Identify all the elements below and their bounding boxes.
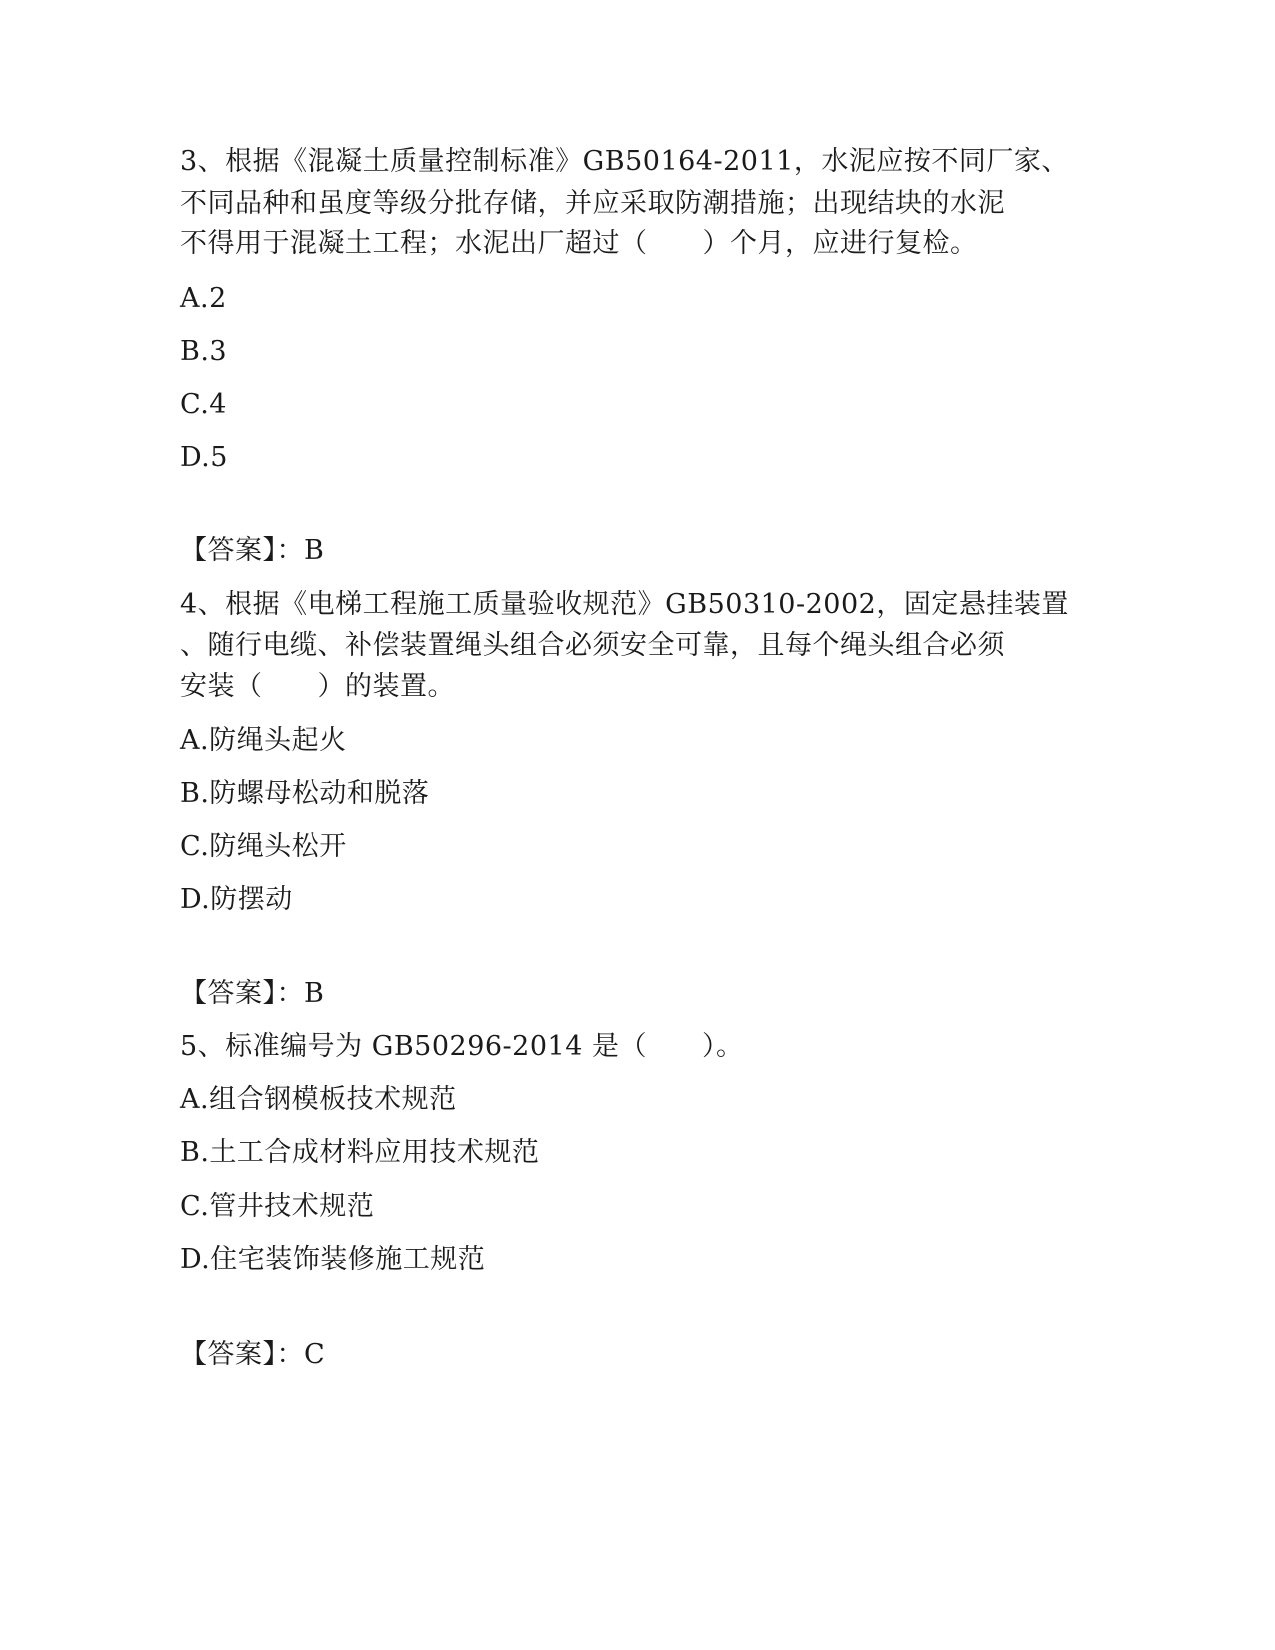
question-4-option-b: B.防螺母松动和脱落 — [180, 778, 430, 809]
question-5-option-c: C.管井技术规范 — [180, 1191, 375, 1222]
question-3-option-a: A.2 — [180, 283, 227, 314]
question-3-option-d: D.5 — [180, 442, 228, 473]
question-5-option-b: B.土工合成材料应用技术规范 — [180, 1137, 540, 1168]
question-5-option-d: D.住宅装饰装修施工规范 — [180, 1244, 486, 1275]
question-4-stem-line-1: 4、根据《电梯工程施工质量验收规范》GB50310-2002，固定悬挂装置 — [180, 589, 1069, 620]
question-3-option-c: C.4 — [180, 389, 227, 420]
question-4-stem-line-2: 、随行电缆、补偿装置绳头组合必须安全可靠，且每个绳头组合必须 — [180, 630, 1005, 661]
question-3-stem-line-1: 3、根据《混凝土质量控制标准》GB50164-2011，水泥应按不同厂家、 — [180, 146, 1069, 177]
question-4-answer: 【答案】：B — [180, 978, 325, 1009]
question-5-option-a: A.组合钢模板技术规范 — [180, 1084, 457, 1115]
question-4-stem-line-3: 安装（ ）的装置。 — [180, 671, 455, 702]
question-4-option-c: C.防绳头松开 — [180, 831, 347, 862]
question-3-stem-line-3: 不得用于混凝土工程；水泥出厂超过（ ）个月，应进行复检。 — [180, 228, 978, 259]
question-3-option-b: B.3 — [180, 336, 228, 367]
question-4-option-d: D.防摆动 — [180, 884, 293, 915]
question-5-stem-line-1: 5、标准编号为 GB50296-2014 是（ ）。 — [180, 1031, 744, 1062]
question-3-answer: 【答案】：B — [180, 535, 325, 566]
question-3-stem-line-2: 不同品种和虽度等级分批存储，并应采取防潮措施；出现结块的水泥 — [180, 188, 1005, 219]
question-4-option-a: A.防绳头起火 — [180, 725, 347, 756]
question-5-answer: 【答案】：C — [180, 1339, 326, 1370]
